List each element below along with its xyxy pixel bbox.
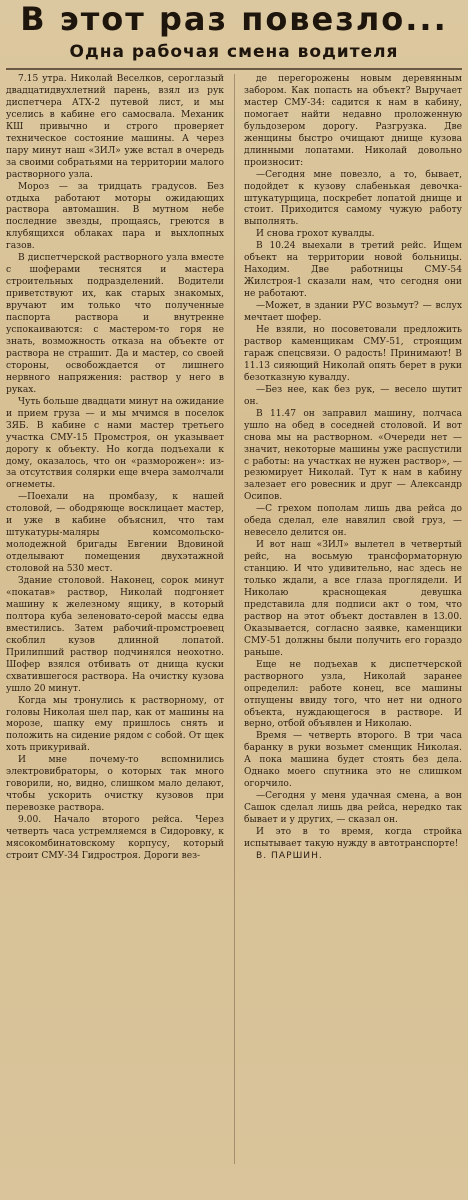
- paragraph: И это в то время, когда стройка испытывает такую нужду в автотранспорте!: [244, 827, 462, 849]
- paragraph: Здание столовой. Наконец, сорок минут «покатав» раствор, Николай подгоняет машину к железному ящику, в который полтора куба зеленовато-серой массы едва вместились. Затем рабочий-промстроевец скоблил кузов длинной лопатой. Прилипший раствор подчинялся неохотно. Шофер взялся отбивать от днища куски схватившегося раствора. На очистку кузова ушло 20 минут.: [6, 576, 224, 694]
- paragraph: Еще не подъехав к диспетчерской растворного узла, Николай заранее определил: работе конец, все машины отпущены ввиду того, что нет ни одного объекта, нуждающегося в растворе. И верно, отбой объявлен и Николаю.: [244, 659, 462, 730]
- headline: В этот раз повезло...: [20, 0, 448, 38]
- divider: [6, 68, 462, 70]
- paragraph: —Поехали на промбазу, к нашей столовой, — ободряюще восклицает мастер, и уже в кабине объяснил, что там штукатуры-маляры комсомольско-молодежной бригады Евгении Вдовиной отделывают помещения двухэтажной столовой на 530 мест.: [6, 492, 224, 575]
- paragraph: Чуть больше двадцати минут на ожидание и прием груза — и мы мчимся в поселок ЗЯБ. В кабине с нами мастер третьего участка СМУ-15 Промстроя, он указывает дорогу к объекту. Но когда подъехали к дому, оказалось, что он «разморожен»: из-за отсутствия солярки еще вчера замолчали огнеметы.: [6, 396, 224, 491]
- paragraph: И мне почему-то вспомнились электровибраторы, о которых так много говорили, но, видно, слишком мало делают, чтобы ускорить очистку кузовов при перевозке раствора.: [6, 755, 224, 814]
- subheadline: Одна рабочая смена водителя: [69, 42, 399, 62]
- paragraph: В диспетчерской растворного узла вместе с шоферами теснятся и мастера строительных подразделений. Водители приветствуют их, как старых знакомых, вручают им только что полученные паспорта раствора и внутренне успокаиваются: с мастером-то горя не знать, возможность отказа на объекте от раствора не страшит. Да и мастер, со своей стороны, освобождается от лишнего нервного напряжения: раствор у него в руках.: [6, 253, 224, 395]
- paragraph: —С грехом пополам лишь два рейса до обеда сделал, еле навялил свой груз, — невесело делится он.: [244, 504, 462, 539]
- paragraph: —Может, в здании РУС возьмут? — вслух мечтает шофер.: [244, 301, 462, 324]
- paragraph: —Сегодня мне повезло, а то, бывает, подойдет к кузову слабенькая девочка-штукатурщица, поскребет лопатой днище и стоит. Приходится самому чужую работу выполнять.: [244, 169, 462, 228]
- paragraph: Когда мы тронулись к растворному, от головы Николая шел пар, как от машины на морозе, шапку ему пришлось снять и положить на сидение рядом с собой. От щек хоть прикуривай.: [6, 695, 224, 754]
- paragraph: И снова грохот кувалды.: [256, 229, 375, 240]
- paragraph: В 11.47 он заправил машину, полчаса ушло на обед в соседней столовой. И вот снова мы на растворном. «Очереди нет — значит, некоторые машины уже распустили с работы: на участках не нужен раствор», — резюмирует Николай. Тут к нам в кабину залезает его ровесник и друг — Александр Осипов.: [244, 408, 462, 503]
- paragraph: 7.15 утра. Николай Веселков, сероглазый двадцатидвухлетний парень, взял из рук диспетчера АТХ-2 путевой лист, и мы уселись в кабине его самосвала. Механик КШ привычно и строго проверяет техническое состояние машины. А через пару минут наш «ЗИЛ» уже встал в очередь за своими собратьями на территории малого растворного узла.: [6, 74, 224, 180]
- article-body: [6, 74, 462, 1164]
- paragraph: Время — четверть второго. В три часа баранку в руки возьмет сменщик Николая. А пока машина будет стоять без дела. Однако моего спутника это не слишком огорчило.: [244, 731, 462, 790]
- paragraph: —Сегодня у меня удачная смена, а вон Сашок сделал лишь два рейса, нередко так бывает и у других, — сказал он.: [244, 791, 462, 826]
- paragraph: —Без нее, как без рук, — весело шутит он.: [244, 384, 462, 407]
- paragraph: И вот наш «ЗИЛ» вылетел в четвертый рейс, на восьмую трансформаторную станцию. И что удивительно, нас здесь не только ждали, а все глаза проглядели. И Николаю краснощекая девушка представила для подписи акт о том, что раствор на этот объект доставлен в 13.00. Оказывается, согласно заявке, каменщики СМУ-51 должны были получить его гораздо раньше.: [244, 540, 462, 658]
- paragraph: Не взяли, но посоветовали предложить раствор каменщикам СМУ-51, строящим гараж спецсвязи. О радость! Принимают! В 11.13 сияющий Николай опять берет в руки безотказную кувалду.: [244, 325, 462, 383]
- column-divider: [234, 74, 235, 1164]
- column-left: [6, 74, 224, 1164]
- paragraph: 9.00. Начало второго рейса. Через четверть часа устремляемся в Сидоровку, к мясокомбинатовскому корпусу, который строит СМУ-34 Гидростроя. Дороги вез-: [6, 815, 224, 861]
- column-right: [244, 74, 462, 1164]
- paragraph: де перегорожены новым деревянным забором. Как попасть на объект? Выручает мастер СМУ-34: садится к нам в кабину, помогает найти недавно проложенную бульдозером дорогу. Разгрузка. Две женщины быстро очищают днище кузова длинными лопатами. Николай довольно произносит:: [244, 74, 462, 168]
- paragraph: Мороз — за тридцать градусов. Без отдыха работают моторы ожидающих раствора автомашин. В мутном небе последние звезды, прощаясь, греются в клубящихся облаках пара и выхлопных газов.: [6, 181, 224, 252]
- paragraph: В 10.24 выехали в третий рейс. Ищем объект на территории новой больницы. Находим. Две работницы СМУ-54 Жилстроя-1 сказали нам, что сегодня они не работают.: [244, 241, 462, 300]
- author-signature: В. ПАРШИН.: [256, 850, 323, 861]
